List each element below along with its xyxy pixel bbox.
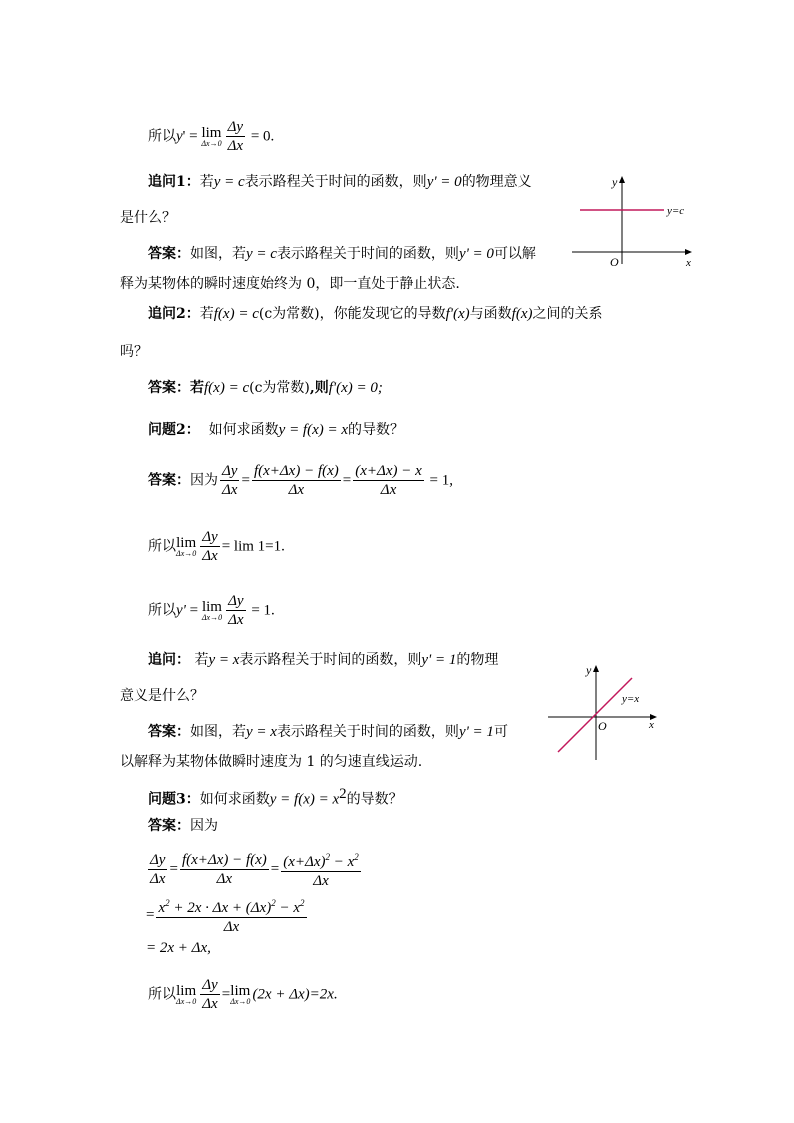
followup-question-3: 追问： 若y = x表示路程关于时间的函数，则y' = 1的物理 <box>148 652 499 668</box>
followup-question-1: 追问1：若y = c表示路程关于时间的函数，则y' = 0的物理意义 <box>148 174 532 190</box>
y-axis-label: y <box>612 175 618 189</box>
answer-1: 答案：如图，若y = c表示路程关于时间的函数，则y' = 0可以解 <box>148 246 536 262</box>
answer-4: 答案：如图，若y = x表示路程关于时间的函数，则y' = 1可 <box>148 724 508 740</box>
line-label: y=c <box>667 205 685 217</box>
origin-label: O <box>610 255 619 269</box>
origin-label: O <box>598 719 607 733</box>
followup-question-3-cont: 意义是什么？ <box>120 688 204 704</box>
constant-function-graph <box>570 172 700 272</box>
limit-operator: lim Δx→0 <box>201 124 222 148</box>
fraction: $\frac{\Delta y}{\Delta x}$ <box>227 119 244 154</box>
limit-step: 所以lim Δx→0 $\frac{\Delta y}{\Delta x}$ = lim 1=1. <box>148 529 285 564</box>
followup-question-1-cont: 是什么？ <box>120 210 176 226</box>
answer-5-step-2: = $\frac{x^2 + 2x \cdot \Delta x + (\Delta x)^2 - x^2}{\Delta x}$ <box>146 894 309 936</box>
followup-question-2: 追问2：若f(x) = c(c为常数)，你能发现它的导数f'(x)与函数f(x)之间的关系 <box>148 306 603 322</box>
answer-5-step-1: $\frac{\Delta y}{\Delta x}$ = $\frac{f(x+\Delta x) - f(x)}{\Delta x}$ = $\frac{(x+\Delta x)^2 - x^2}{\Delta x}$ <box>146 848 363 890</box>
y-axis-label: y <box>586 663 592 677</box>
line-label: y=x <box>622 693 640 705</box>
answer-5-label: 答案：因为 <box>148 818 218 834</box>
y-axis-arrow <box>619 176 625 183</box>
answer-4-cont: 以解释为某物体做瞬时速度为 1 的匀速直线运动. <box>120 754 423 770</box>
answer-5-step-3: = 2x + Δx, <box>146 940 211 956</box>
x-axis-label: x <box>686 257 691 269</box>
answer-2: 答案：若f(x) = c(c为常数),则f'(x) = 0; <box>148 380 383 396</box>
derivative-constant-result: 所以y' = lim Δx→0 $\frac{\Delta y}{\Delta x}$ = 0. <box>148 119 275 154</box>
derivative-identity-result: 所以y' = lim Δx→0 $\frac{\Delta y}{\Delta x}$ = 1. <box>148 593 275 628</box>
answer-1-cont: 释为某物体的瞬时速度始终为 0，即一直处于静止状态. <box>120 276 460 292</box>
x-axis-label: x <box>649 719 654 731</box>
derivative-square-result: 所以lim Δx→0 $\frac{\Delta y}{\Delta x}$ =lim Δx→0 (2x + Δx)=2x. <box>148 977 338 1012</box>
followup-question-2-cont: 吗？ <box>120 344 148 360</box>
x-axis-arrow <box>685 249 692 255</box>
y-axis-arrow <box>593 665 599 672</box>
problem-3: 问题3：如何求函数$y = f(x) = x^2$的导数？ <box>148 786 403 808</box>
answer-3: 答案：因为 $\frac{\Delta y}{\Delta x}$ = $\frac{f(x+\Delta x) - f(x)}{\Delta x}$ = $\frac{(x+\Delta x) - x}{\Delta x}$ = 1, <box>148 463 453 498</box>
identity-line <box>558 678 632 752</box>
problem-2: 问题2： 如何求函数y = f(x) = x的导数？ <box>148 422 405 438</box>
identity-function-graph <box>544 660 668 766</box>
